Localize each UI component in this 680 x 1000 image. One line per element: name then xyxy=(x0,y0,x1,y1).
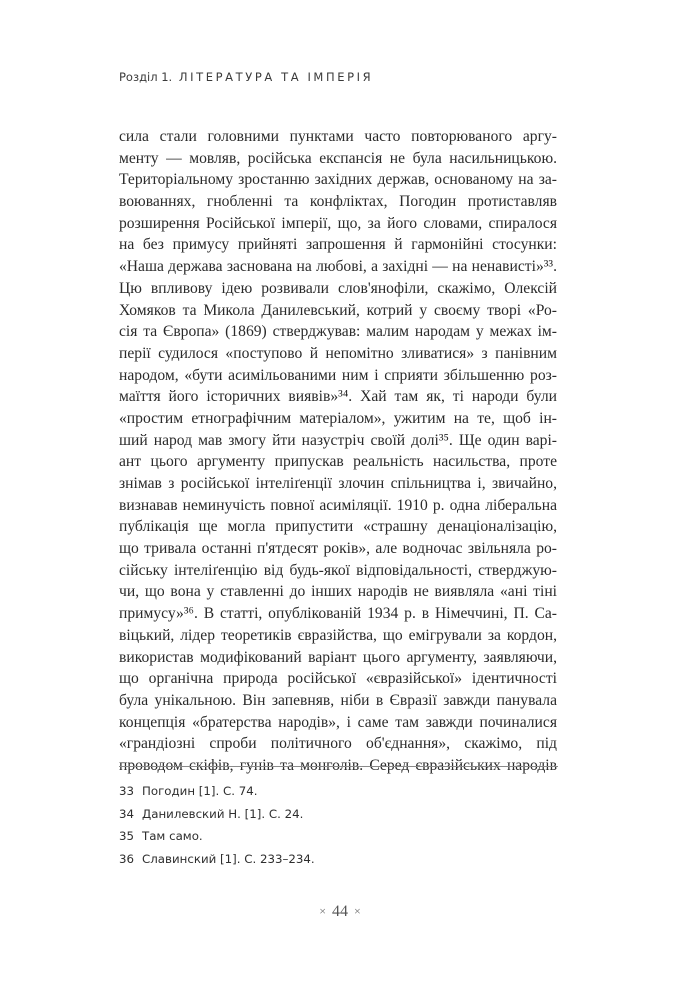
body-line: знімав з російської інтеліґенції злочин спільництва і, звичайно, xyxy=(119,475,557,492)
footnote-divider xyxy=(119,766,558,767)
page-ornament-left: × xyxy=(319,904,326,918)
footnote-item xyxy=(119,825,315,848)
footnote-text: Славинский [1]. С. 233–234. xyxy=(142,851,315,866)
body-line: воюваннях, гнобленні та конфліктах, Погодин протиставляв xyxy=(119,193,557,211)
body-line: Територіальному зростанню західних держав, основаному на за- xyxy=(119,171,557,189)
body-line: визнавав неминучість повної асиміляції. 1910 р. одна ліберальна xyxy=(119,496,557,514)
body-line: «Наша держава заснована на любові, а західні — на ненависті»³³. xyxy=(119,258,557,276)
body-line: менту — мовляв, російська експансія не була насильницькою. xyxy=(119,149,557,167)
footnote-number: 34 xyxy=(119,806,135,821)
body-line: «грандіозні спроби політичного об'єднання», скажімо, під xyxy=(119,735,557,753)
page-ornament-right: × xyxy=(354,904,361,918)
section-label: Розділ 1. xyxy=(119,70,173,84)
body-line: сила стали головними пунктами часто повторюваного аргу- xyxy=(119,128,557,145)
footnote-number: 36 xyxy=(119,851,135,866)
body-line: ант цього аргументу припускав реальність насильства, проте xyxy=(119,453,557,471)
running-header xyxy=(119,70,373,84)
footnote-item xyxy=(119,780,315,803)
body-line: на без примусу прийняті запрошення й гармонійні стосунки: xyxy=(119,236,557,254)
chapter-title: ЛІТЕРАТУРА ТА ІМПЕРІЯ xyxy=(178,70,374,84)
body-line: Цю впливову ідею розвивали слов'янофіли, скажімо, Олексій xyxy=(119,279,557,297)
body-line: маїття його історичних виявів»³⁴. Хай там як, ті народи були xyxy=(119,388,557,406)
body-line: перії судилося «поступово й непомітно зливатися» з панівним xyxy=(119,344,557,362)
footnote-text: Данилевский Н. [1]. С. 24. xyxy=(142,806,304,821)
footnotes xyxy=(119,780,315,870)
body-text xyxy=(119,126,557,777)
body-line: розширення Російської імперії, що, за його словами, спиралося xyxy=(119,214,557,232)
footnote-item xyxy=(119,803,315,826)
page-number-block xyxy=(0,903,680,921)
body-line: народом, «бути асимільованими ним і сприяти збільшенню роз- xyxy=(119,366,557,384)
body-line: концепція «братерства народів», і саме там завжди починалися xyxy=(119,713,557,731)
body-line: чи, що вона у ставленні до інших народів не виявляла «ані тіні xyxy=(119,583,557,601)
body-line: ший народ мав змогу йти назустріч своїй долі³⁵. Ще один варі- xyxy=(119,431,557,449)
body-line: що тривала останні п'ятдесят років», але водночас звільняла ро- xyxy=(119,540,557,558)
body-line: сійську інтеліґенцію від будь-якої відповідальності, стверджую- xyxy=(119,561,557,579)
body-line: публікація ще могла припустити «страшну денаціоналізацію, xyxy=(119,518,557,536)
footnote-number: 33 xyxy=(119,784,135,798)
body-line: Хомяков та Микола Данилевський, котрий у своєму творі «Ро- xyxy=(119,301,557,319)
body-line: використав модифікований варіант цього аргументу, заявляючи, xyxy=(119,648,557,666)
body-line: сія та Європа» (1869) стверджував: малим народам у межах ім- xyxy=(119,323,557,341)
footnote-text: Там само. xyxy=(142,829,203,844)
footnote-item xyxy=(119,848,315,871)
body-line: «простим етнографічним матеріалом», ужитим на те, щоб ін- xyxy=(119,409,557,427)
body-line: проводом скіфів, гунів та монголів. Серед євразійських народів xyxy=(119,756,557,774)
page-number: 44 xyxy=(332,903,348,920)
body-line: була унікальною. Він запевняв, ніби в Євразії завжди панувала xyxy=(119,691,557,709)
body-line: примусу»³⁶. В статті, опублікованій 1934 р. в Німеччині, П. Са- xyxy=(119,605,557,623)
footnote-text: Погодин [1]. С. 74. xyxy=(142,784,258,798)
body-line: що органічна природа російської «євразійської» ідентичності xyxy=(119,670,557,688)
body-line: віцький, лідер теоретиків євразійства, що емігрували за кордон, xyxy=(119,626,557,644)
footnote-number: 35 xyxy=(119,829,135,844)
